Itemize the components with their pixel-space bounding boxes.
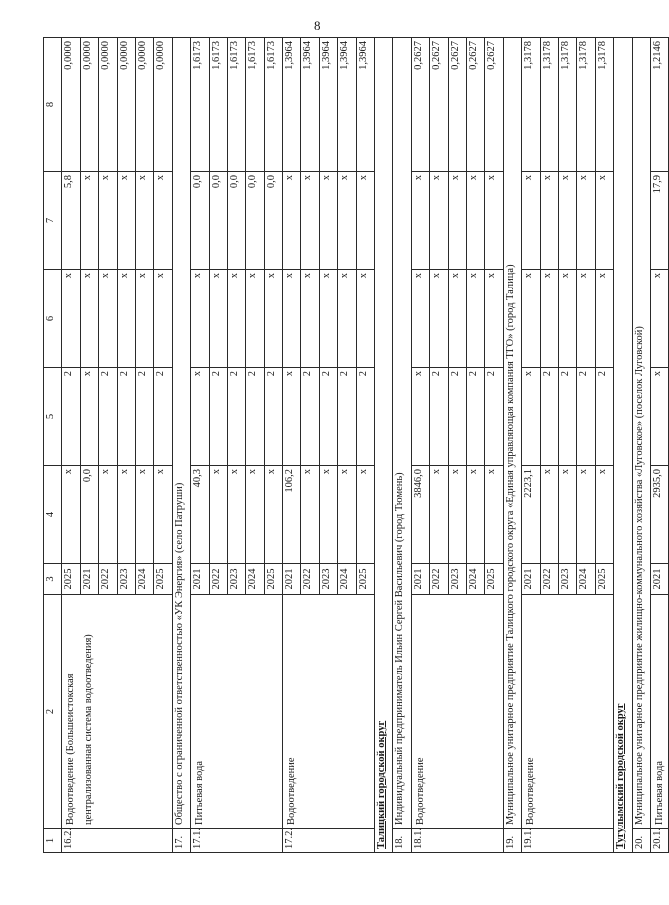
tariff-cell: 0,0000 — [62, 38, 80, 172]
year-cell: 2025 — [154, 564, 172, 595]
value-cell: x — [485, 172, 503, 270]
value-cell: x — [117, 466, 135, 564]
organization-row — [503, 38, 521, 853]
value-cell: x — [62, 466, 80, 564]
year-cell: 2024 — [466, 564, 484, 595]
tariff-cell: 1,3178 — [595, 38, 613, 172]
tariff-cell: 0,0000 — [99, 38, 117, 172]
year-cell: 2022 — [209, 564, 227, 595]
value-cell: 2 — [99, 368, 117, 466]
value-cell: x — [485, 270, 503, 368]
value-cell: x — [135, 270, 153, 368]
table-row — [522, 38, 540, 853]
value-cell: x — [577, 466, 595, 564]
value-cell: x — [301, 270, 319, 368]
value-cell: 2 — [448, 368, 466, 466]
value-cell: x — [356, 466, 374, 564]
value-cell: x — [338, 466, 356, 564]
row-number-cell: 17. — [172, 829, 190, 853]
organization-row — [172, 38, 190, 853]
tariff-table — [43, 37, 669, 853]
row-number-cell: 17.2. — [283, 829, 375, 853]
year-cell: 2023 — [448, 564, 466, 595]
value-cell: 2 — [62, 368, 80, 466]
value-cell: x — [154, 270, 172, 368]
table-body — [44, 38, 669, 853]
tariff-cell: 1,3178 — [522, 38, 540, 172]
tariff-cell: 1,6173 — [191, 38, 209, 172]
value-cell: x — [448, 172, 466, 270]
district-row — [614, 38, 632, 853]
tariff-cell: 0,0000 — [80, 38, 98, 172]
value-cell: 2 — [540, 368, 558, 466]
value-cell: x — [595, 270, 613, 368]
row-number-cell: 19.1. — [522, 829, 614, 853]
value-cell: x — [485, 466, 503, 564]
value-cell: 2 — [209, 368, 227, 466]
service-name-cell: Водоотведение — [522, 595, 614, 829]
year-cell: 2025 — [595, 564, 613, 595]
organization-name-cell: Общество с ограниченной ответственностью «УК Энергия» (село Патруши) — [172, 38, 190, 829]
value-cell: x — [558, 172, 576, 270]
tariff-cell: 0,2627 — [485, 38, 503, 172]
organization-name-cell: Муниципальное унитарное предприятие жилищно-коммунального хозяйства «Луговское» (поселок Луговской) — [632, 38, 650, 829]
value-cell: x — [522, 368, 540, 466]
year-cell: 2021 — [650, 564, 668, 595]
service-name-cell: Питьевая вода — [191, 595, 283, 829]
value-cell: x — [522, 172, 540, 270]
value-cell: x — [466, 270, 484, 368]
value-cell: x — [301, 466, 319, 564]
year-cell: 2021 — [80, 564, 98, 595]
tariff-cell: 1,3964 — [338, 38, 356, 172]
value-cell: 0,0 — [246, 172, 264, 270]
row-number-cell: 17.1. — [191, 829, 283, 853]
tariff-cell: 0,0000 — [135, 38, 153, 172]
header-cell: 7 — [44, 172, 62, 270]
value-cell: 2 — [154, 368, 172, 466]
value-cell: x — [80, 270, 98, 368]
rotated-table-container — [43, 38, 665, 853]
value-cell: x — [191, 368, 209, 466]
table-row — [62, 38, 80, 853]
value-cell: x — [301, 172, 319, 270]
district-name-cell: Талицкий городской округ — [375, 38, 393, 853]
header-cell: 4 — [44, 466, 62, 564]
value-cell: x — [246, 466, 264, 564]
organization-name-cell: Индивидуальный предприниматель Ильин Сергей Васильевич (город Тюмень) — [393, 38, 411, 829]
table-header-row — [44, 38, 62, 853]
value-cell: x — [227, 466, 245, 564]
value-cell: x — [540, 172, 558, 270]
year-cell: 2022 — [540, 564, 558, 595]
district-row — [375, 38, 393, 853]
tariff-cell: 1,3964 — [283, 38, 301, 172]
value-cell: x — [522, 270, 540, 368]
organization-row — [632, 38, 650, 853]
row-number-cell: 20. — [632, 829, 650, 853]
value-cell: x — [338, 172, 356, 270]
value-cell: x — [117, 270, 135, 368]
service-name-cell: Питьевая вода — [650, 595, 668, 829]
value-cell: 2 — [356, 368, 374, 466]
value-cell: 2 — [577, 368, 595, 466]
value-cell: 2 — [117, 368, 135, 466]
row-number-cell: 16.2. — [62, 829, 172, 853]
value-cell: x — [135, 466, 153, 564]
header-cell: 8 — [44, 38, 62, 172]
table-row — [650, 38, 668, 853]
value-cell: x — [154, 466, 172, 564]
value-cell: 40,3 — [191, 466, 209, 564]
value-cell: 2 — [319, 368, 337, 466]
value-cell: x — [80, 368, 98, 466]
value-cell: x — [650, 368, 668, 466]
year-cell: 2022 — [301, 564, 319, 595]
tariff-cell: 1,3964 — [356, 38, 374, 172]
year-cell: 2023 — [558, 564, 576, 595]
page-number: 8 — [314, 18, 321, 33]
value-cell: x — [577, 270, 595, 368]
year-cell: 2023 — [117, 564, 135, 595]
value-cell: x — [209, 270, 227, 368]
tariff-cell: 1,2146 — [650, 38, 668, 172]
row-number-cell: 19. — [503, 829, 521, 853]
year-cell: 2022 — [99, 564, 117, 595]
value-cell: x — [430, 466, 448, 564]
value-cell: x — [283, 172, 301, 270]
value-cell: x — [558, 466, 576, 564]
value-cell: x — [154, 172, 172, 270]
value-cell: x — [650, 270, 668, 368]
year-cell: 2021 — [411, 564, 429, 595]
value-cell: 2 — [430, 368, 448, 466]
value-cell: 2 — [135, 368, 153, 466]
value-cell: x — [411, 368, 429, 466]
year-cell: 2024 — [577, 564, 595, 595]
year-cell: 2025 — [264, 564, 282, 595]
year-cell: 2024 — [338, 564, 356, 595]
value-cell: x — [558, 270, 576, 368]
value-cell: x — [356, 172, 374, 270]
value-cell: x — [577, 172, 595, 270]
service-name-cell: Водоотведение — [283, 595, 375, 829]
value-cell: 2 — [338, 368, 356, 466]
table-row — [191, 38, 209, 853]
value-cell: x — [117, 172, 135, 270]
value-cell: 2 — [485, 368, 503, 466]
value-cell: x — [466, 466, 484, 564]
value-cell: x — [209, 466, 227, 564]
header-cell: 3 — [44, 564, 62, 595]
table-row — [411, 38, 429, 853]
value-cell: x — [448, 466, 466, 564]
value-cell: 0,0 — [264, 172, 282, 270]
value-cell: x — [135, 172, 153, 270]
value-cell: x — [319, 172, 337, 270]
value-cell: 2 — [301, 368, 319, 466]
value-cell: x — [411, 172, 429, 270]
row-number-cell: 18. — [393, 829, 411, 853]
value-cell: 17,9 — [650, 172, 668, 270]
value-cell: x — [540, 466, 558, 564]
tariff-cell: 1,3964 — [319, 38, 337, 172]
tariff-cell: 1,3964 — [301, 38, 319, 172]
value-cell: 0,0 — [80, 466, 98, 564]
value-cell: 2 — [227, 368, 245, 466]
tariff-cell: 0,0000 — [117, 38, 135, 172]
value-cell: x — [264, 270, 282, 368]
value-cell: 2 — [264, 368, 282, 466]
value-cell: x — [595, 172, 613, 270]
year-cell: 2024 — [135, 564, 153, 595]
value-cell: x — [319, 466, 337, 564]
value-cell: x — [466, 172, 484, 270]
year-cell: 2025 — [62, 564, 80, 595]
value-cell: x — [191, 270, 209, 368]
value-cell: 0,0 — [227, 172, 245, 270]
year-cell: 2021 — [283, 564, 301, 595]
tariff-cell: 0,2627 — [411, 38, 429, 172]
value-cell: x — [99, 270, 117, 368]
value-cell: x — [283, 270, 301, 368]
value-cell: 2 — [466, 368, 484, 466]
tariff-cell: 0,2627 — [466, 38, 484, 172]
service-name-cell: Водоотведение (Большеистокская централизованная система водоотведения) — [62, 595, 172, 829]
tariff-cell: 1,6173 — [209, 38, 227, 172]
tariff-cell: 1,3178 — [577, 38, 595, 172]
header-cell: 5 — [44, 368, 62, 466]
organization-row — [393, 38, 411, 853]
value-cell: 0,0 — [209, 172, 227, 270]
year-cell: 2025 — [485, 564, 503, 595]
organization-name-cell: Муниципальное унитарное предприятие Талицкого городского округа «Единая управляющая компания ТГО» (город Талица) — [503, 38, 521, 829]
value-cell: x — [430, 172, 448, 270]
value-cell: 2 — [246, 368, 264, 466]
value-cell: x — [430, 270, 448, 368]
tariff-cell: 1,6173 — [264, 38, 282, 172]
value-cell: 2935,0 — [650, 466, 668, 564]
year-cell: 2022 — [430, 564, 448, 595]
value-cell: x — [227, 270, 245, 368]
value-cell: 3846,0 — [411, 466, 429, 564]
value-cell: x — [338, 270, 356, 368]
value-cell: 0,0 — [191, 172, 209, 270]
value-cell: x — [319, 270, 337, 368]
value-cell: 2 — [558, 368, 576, 466]
tariff-cell: 0,2627 — [430, 38, 448, 172]
service-name-cell: Водоотведение — [411, 595, 503, 829]
value-cell: x — [540, 270, 558, 368]
year-cell: 2025 — [356, 564, 374, 595]
value-cell: x — [411, 270, 429, 368]
value-cell: x — [99, 466, 117, 564]
district-name-cell: Тугулымский городской округ — [614, 38, 632, 853]
tariff-cell: 1,3178 — [558, 38, 576, 172]
value-cell: x — [246, 270, 264, 368]
table-row — [283, 38, 301, 853]
value-cell: 5,8 — [62, 172, 80, 270]
value-cell: 106,2 — [283, 466, 301, 564]
year-cell: 2023 — [319, 564, 337, 595]
tariff-cell: 0,2627 — [448, 38, 466, 172]
year-cell: 2021 — [191, 564, 209, 595]
value-cell: x — [595, 466, 613, 564]
row-number-cell: 18.1. — [411, 829, 503, 853]
value-cell: x — [448, 270, 466, 368]
row-number-cell: 20.1. — [650, 829, 668, 853]
year-cell: 2023 — [227, 564, 245, 595]
value-cell: x — [62, 270, 80, 368]
tariff-cell: 1,3178 — [540, 38, 558, 172]
year-cell: 2021 — [522, 564, 540, 595]
value-cell: x — [80, 172, 98, 270]
header-cell: 1 — [44, 829, 62, 853]
value-cell: x — [356, 270, 374, 368]
tariff-cell: 1,6173 — [227, 38, 245, 172]
header-cell: 6 — [44, 270, 62, 368]
value-cell: x — [99, 172, 117, 270]
tariff-cell: 0,0000 — [154, 38, 172, 172]
value-cell: x — [283, 368, 301, 466]
value-cell: 2 — [595, 368, 613, 466]
value-cell: 2223,1 — [522, 466, 540, 564]
tariff-cell: 1,6173 — [246, 38, 264, 172]
year-cell: 2024 — [246, 564, 264, 595]
value-cell: x — [264, 466, 282, 564]
header-cell: 2 — [44, 595, 62, 829]
